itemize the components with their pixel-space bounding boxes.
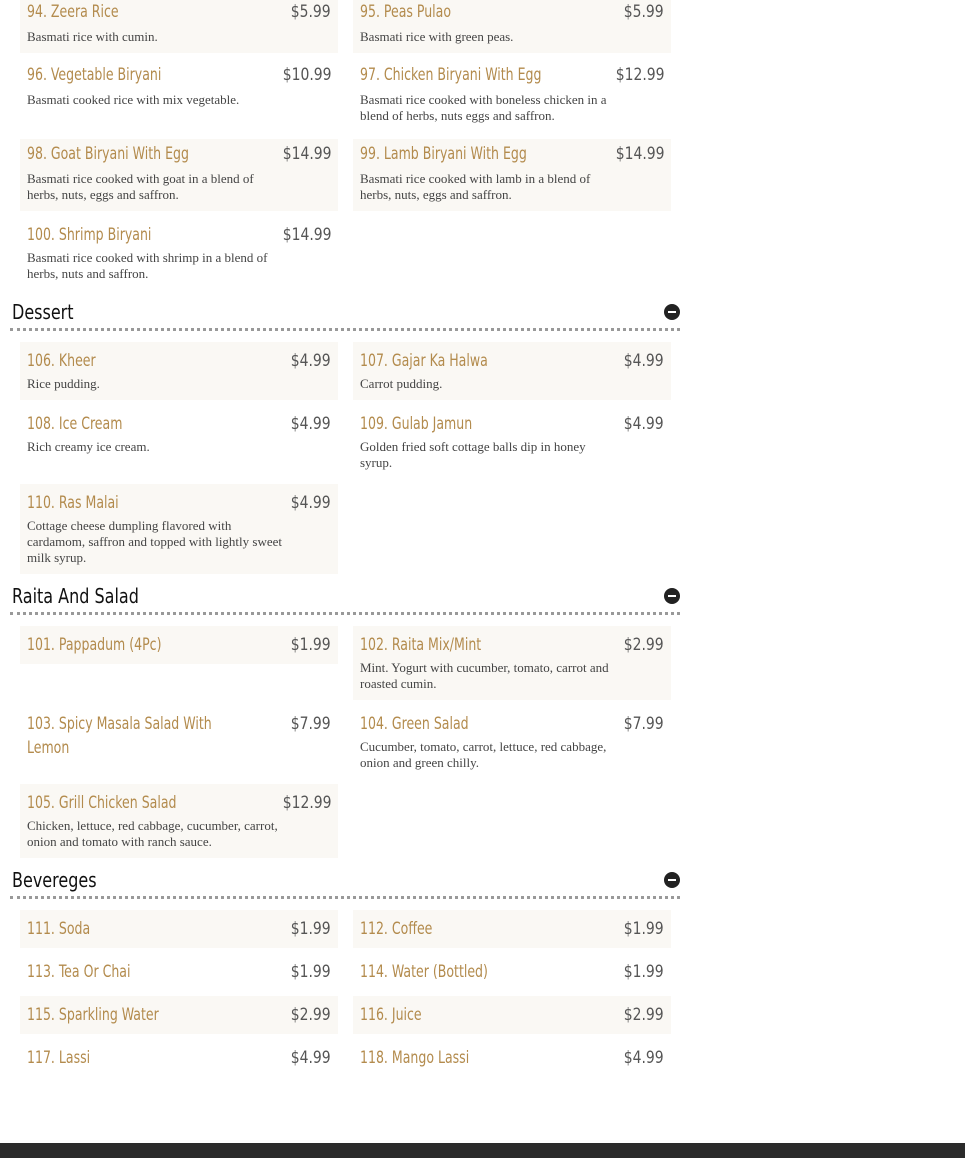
item-name: 99. Lamb Biryani With Egg	[360, 144, 527, 164]
item-price: $1.99	[291, 919, 331, 939]
item-description: Cottage cheese dumpling flavored with cardamom, saffron and topped with lightly sweet milk syrup.	[27, 518, 283, 565]
item-name: 101. Pappadum (4Pc)	[27, 635, 162, 655]
item-price: $4.99	[624, 1048, 664, 1068]
item-description: Basmati rice with green peas.	[360, 29, 514, 44]
menu-item[interactable]	[20, 953, 338, 991]
item-price: $14.99	[615, 144, 664, 164]
menu-item[interactable]	[20, 342, 338, 400]
item-price: $12.99	[282, 793, 331, 813]
item-name: 110. Ras Malai	[27, 493, 119, 513]
item-description: Rich creamy ice cream.	[27, 439, 150, 454]
menu-item[interactable]	[20, 910, 338, 948]
item-price: $4.99	[291, 414, 331, 434]
item-name: 117. Lassi	[27, 1048, 91, 1068]
menu-item[interactable]	[353, 996, 671, 1034]
menu-item[interactable]	[20, 410, 338, 474]
section-header-dessert[interactable]	[10, 298, 680, 331]
item-name: 111. Soda	[27, 919, 91, 939]
item-price: $1.99	[291, 962, 331, 982]
item-name: 98. Goat Biryani With Egg	[27, 144, 189, 164]
menu-item[interactable]	[20, 996, 338, 1034]
item-name: 104. Green Salad	[360, 714, 469, 734]
item-name: 115. Sparkling Water	[27, 1005, 159, 1025]
section-header-beverages[interactable]	[10, 866, 680, 899]
item-name: 95. Peas Pulao	[360, 2, 452, 22]
item-price: $7.99	[291, 714, 331, 734]
item-price: $4.99	[624, 351, 664, 371]
item-name: 103. Spicy Masala Salad With Lemon	[27, 714, 212, 758]
menu-item[interactable]	[353, 1039, 671, 1077]
item-price: $12.99	[615, 65, 664, 85]
item-price: $4.99	[291, 1048, 331, 1068]
menu-item[interactable]	[20, 63, 338, 129]
item-price: $5.99	[291, 2, 331, 22]
item-description: Basmati cooked rice with mix vegetable.	[27, 92, 240, 107]
item-price: $5.99	[624, 2, 664, 22]
section-title: Bevereges	[12, 868, 97, 892]
menu-item[interactable]	[353, 953, 671, 991]
item-description: Basmati rice cooked with goat in a blend of herbs, nuts, eggs and saffron.	[27, 171, 254, 202]
menu-item[interactable]	[353, 910, 671, 948]
item-name: 108. Ice Cream	[27, 414, 123, 434]
item-price: $1.99	[624, 919, 664, 939]
minus-circle-icon[interactable]	[664, 588, 680, 604]
menu-item[interactable]	[20, 712, 338, 776]
item-name: 94. Zeera Rice	[27, 2, 119, 22]
item-name: 100. Shrimp Biryani	[27, 225, 152, 245]
item-name: 118. Mango Lassi	[360, 1048, 470, 1068]
item-price: $4.99	[291, 351, 331, 371]
item-name: 116. Juice	[360, 1005, 422, 1025]
item-description: Basmati rice cooked with shrimp in a blend of herbs, nuts and saffron.	[27, 250, 268, 281]
item-description: Chicken, lettuce, red cabbage, cucumber, carrot, onion and tomato with ranch sauce.	[27, 818, 278, 849]
item-description: Mint. Yogurt with cucumber, tomato, carrot and roasted cumin.	[360, 660, 609, 691]
menu-item[interactable]	[20, 0, 338, 53]
menu-item[interactable]	[20, 784, 338, 858]
item-name: 97. Chicken Biryani With Egg	[360, 65, 542, 85]
item-description: Cucumber, tomato, carrot, lettuce, red cabbage, onion and green chilly.	[360, 739, 607, 770]
item-name: 112. Coffee	[360, 919, 433, 939]
item-name: 114. Water (Bottled)	[360, 962, 488, 982]
menu-item[interactable]	[20, 1039, 338, 1077]
item-description: Rice pudding.	[27, 376, 100, 391]
item-price: $1.99	[291, 635, 331, 655]
item-price: $14.99	[282, 144, 331, 164]
menu-item[interactable]	[20, 221, 338, 287]
menu-item[interactable]	[20, 626, 338, 664]
item-name: 105. Grill Chicken Salad	[27, 793, 177, 813]
item-description: Basmati rice cooked with lamb in a blend of herbs, nuts, eggs and saffron.	[360, 171, 591, 202]
menu-item[interactable]	[353, 626, 671, 700]
menu-item[interactable]	[353, 342, 671, 400]
menu-item[interactable]	[353, 0, 671, 53]
menu-item[interactable]	[20, 484, 338, 574]
item-price: $1.99	[624, 962, 664, 982]
item-name: 107. Gajar Ka Halwa	[360, 351, 488, 371]
item-price: $7.99	[624, 714, 664, 734]
section-header-raita-and-salad[interactable]	[10, 582, 680, 615]
item-price: $2.99	[624, 635, 664, 655]
item-name: 102. Raita Mix/Mint	[360, 635, 482, 655]
menu-item[interactable]	[20, 139, 338, 211]
section-title: Dessert	[12, 300, 74, 324]
item-name: 106. Kheer	[27, 351, 96, 371]
section-title: Raita And Salad	[12, 584, 139, 608]
menu-item[interactable]	[353, 712, 671, 776]
menu-item[interactable]	[353, 63, 671, 129]
item-price: $2.99	[291, 1005, 331, 1025]
minus-circle-icon[interactable]	[664, 872, 680, 888]
menu-item[interactable]	[353, 410, 671, 474]
item-price: $10.99	[282, 65, 331, 85]
minus-circle-icon[interactable]	[664, 304, 680, 320]
page-footer	[0, 1143, 965, 1158]
item-price: $4.99	[624, 414, 664, 434]
menu-item[interactable]	[353, 139, 671, 211]
item-description: Golden fried soft cottage balls dip in honey syrup.	[360, 439, 586, 470]
item-name: 96. Vegetable Biryani	[27, 65, 162, 85]
item-description: Carrot pudding.	[360, 376, 443, 391]
item-price: $4.99	[291, 493, 331, 513]
item-description: Basmati rice cooked with boneless chicken in a blend of herbs, nuts eggs and saffron.	[360, 92, 607, 123]
item-name: 113. Tea Or Chai	[27, 962, 131, 982]
item-description: Basmati rice with cumin.	[27, 29, 158, 44]
item-price: $14.99	[282, 225, 331, 245]
item-price: $2.99	[624, 1005, 664, 1025]
item-name: 109. Gulab Jamun	[360, 414, 473, 434]
